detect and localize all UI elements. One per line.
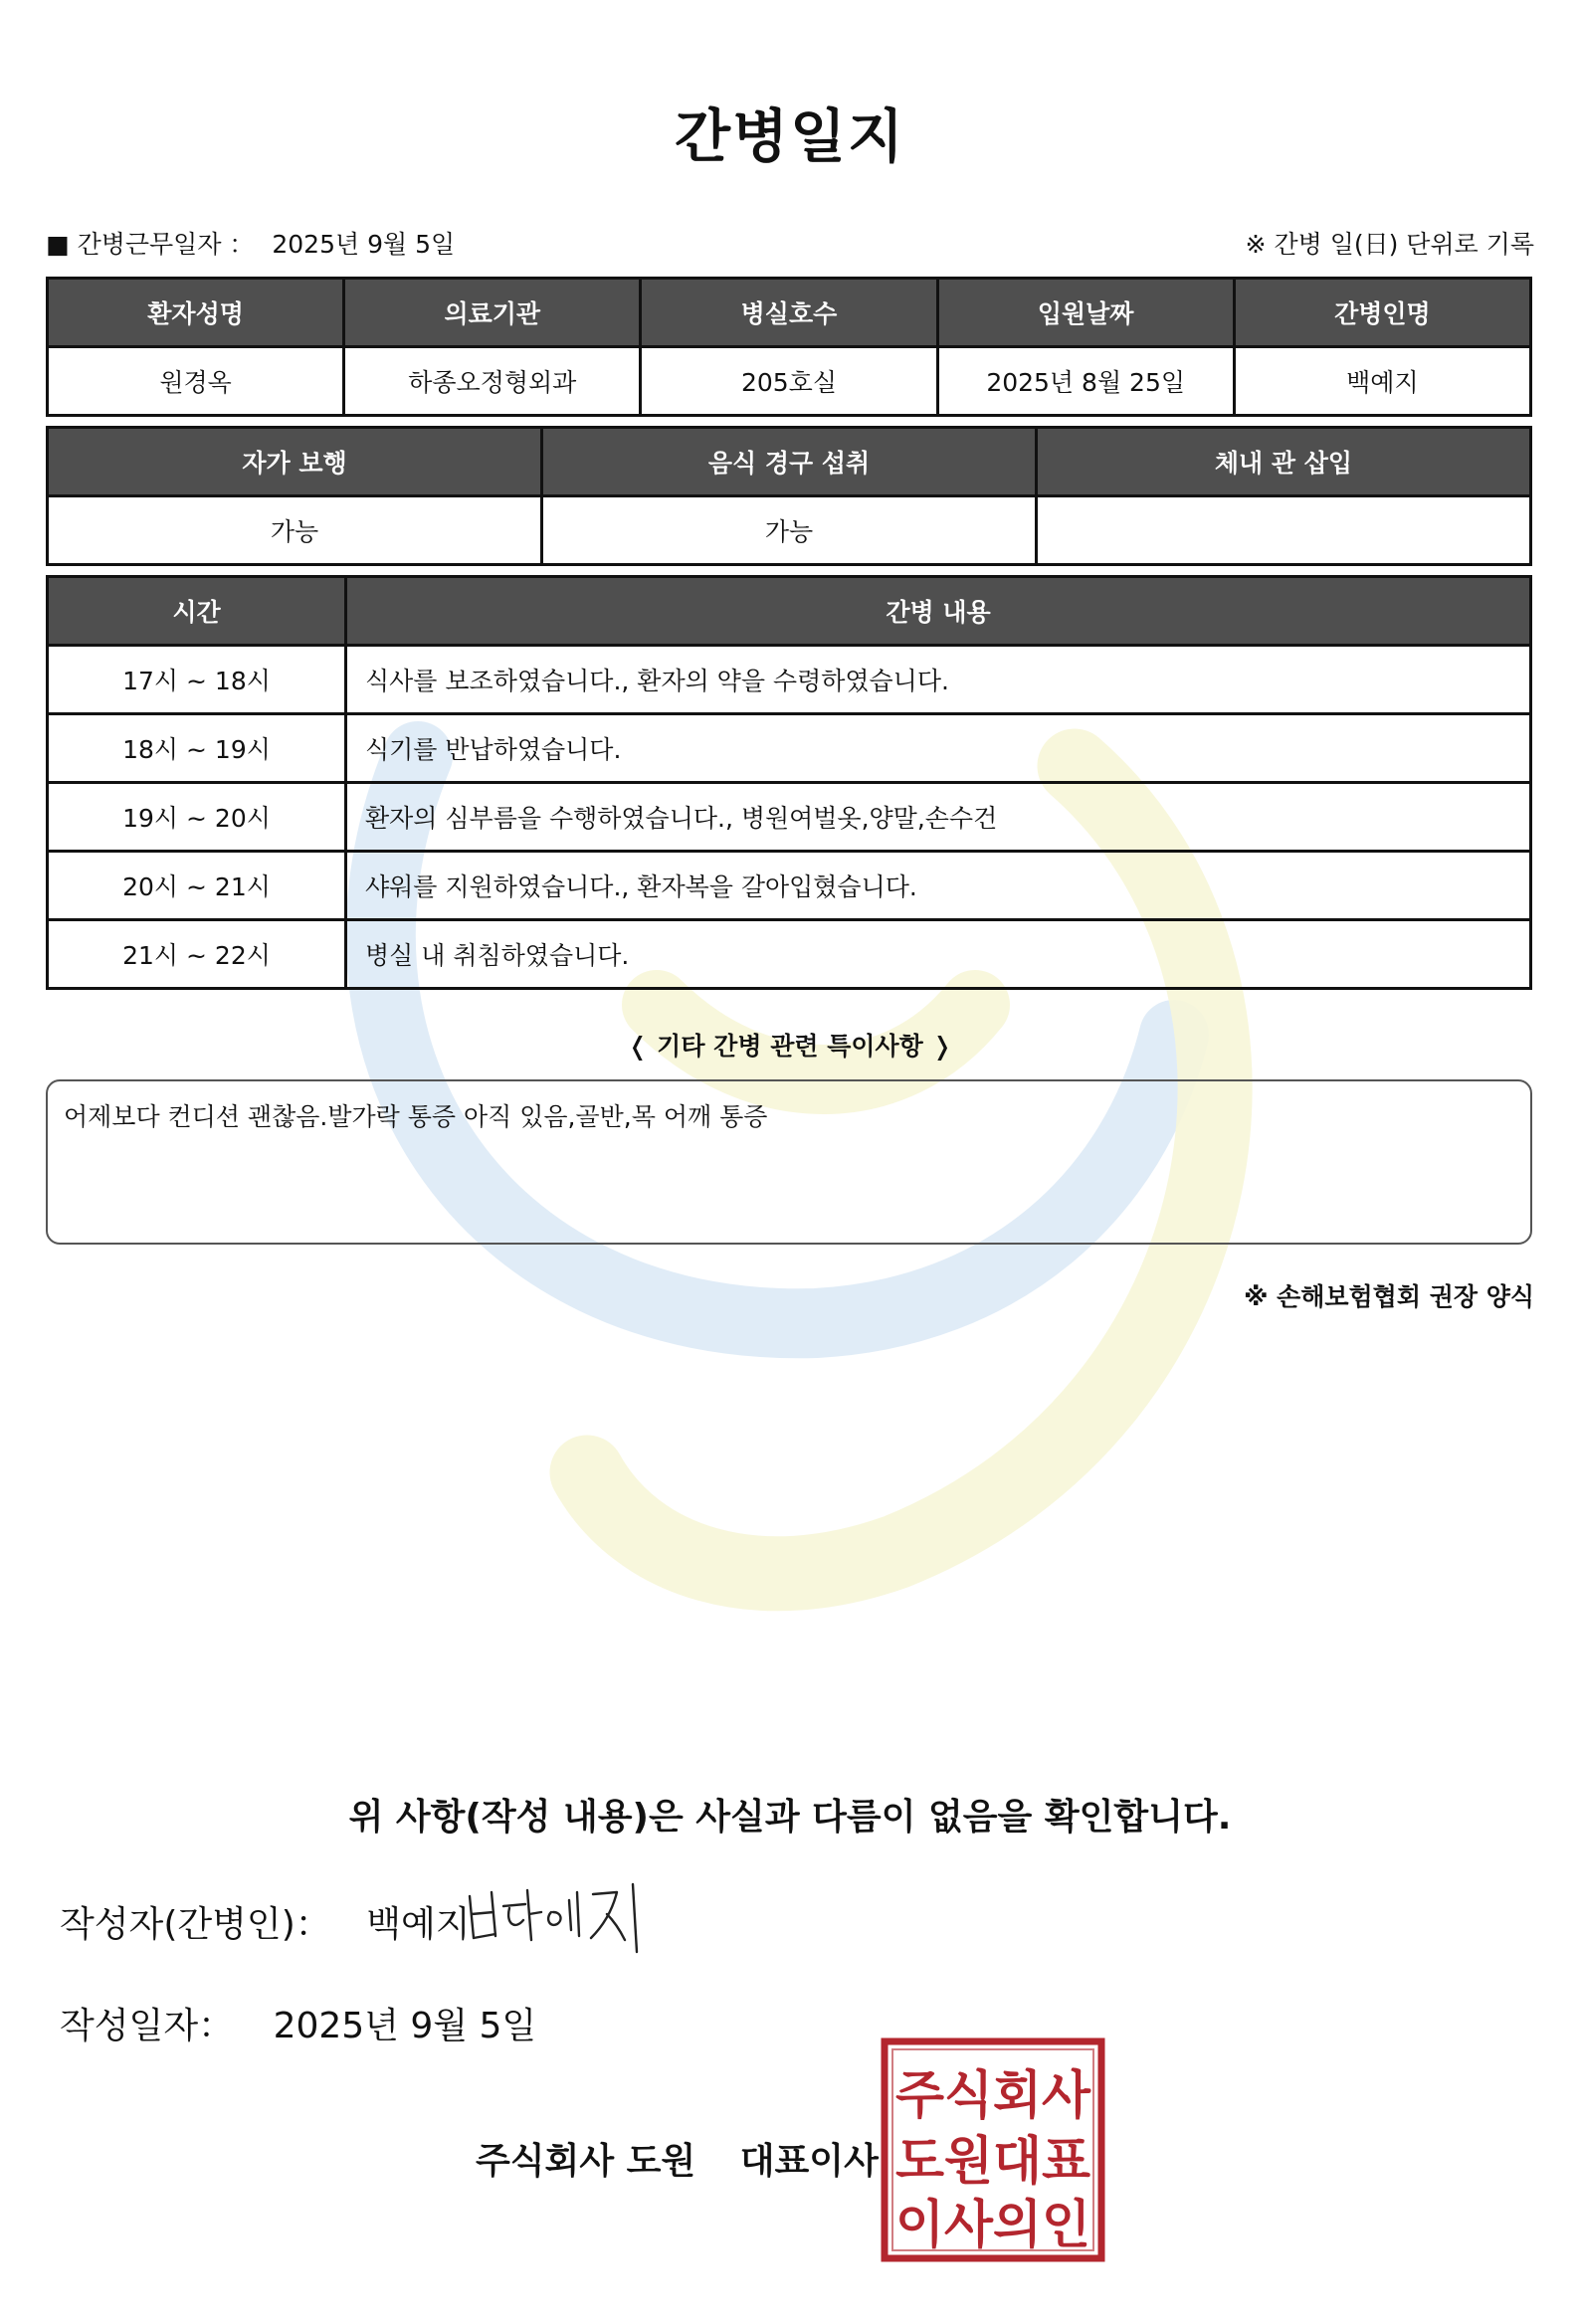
- log-time: 18시 ~ 19시: [48, 714, 346, 783]
- room-number: 205호실: [641, 347, 937, 416]
- work-date-label: ■ 간병근무일자 ：: [46, 230, 255, 259]
- patient-status-table: [46, 426, 1532, 566]
- log-time: 21시 ~ 22시: [48, 920, 346, 989]
- writer-line: [60, 1896, 471, 1947]
- unit-note: ※ 간병 일(日) 단위로 기록: [1245, 230, 1534, 259]
- page-title: 간병일지: [674, 102, 906, 170]
- self-walking-value: 가능: [48, 496, 542, 565]
- write-date-label: 작성일자：: [60, 2006, 235, 2046]
- work-date-value: 2025년 9월 5일: [272, 230, 456, 259]
- tube-insertion-value: [1037, 496, 1531, 565]
- oral-intake-value: 가능: [542, 496, 1037, 565]
- header-time: 시간: [48, 577, 346, 646]
- log-header-row: [48, 577, 1531, 646]
- write-date-line: [60, 1998, 536, 2048]
- caregiver-name: 백예지: [1234, 347, 1530, 416]
- log-content: 식기를 반납하였습니다.: [346, 714, 1531, 783]
- log-time: 20시 ~ 21시: [48, 852, 346, 920]
- patient-name: 원경옥: [48, 347, 344, 416]
- notes-box: [46, 1079, 1532, 1245]
- seal-line-3: 이사의인: [895, 2196, 1090, 2255]
- header-room: 병실호수: [641, 279, 937, 347]
- company-seal-stamp: [881, 2037, 1105, 2262]
- hospital-name: 하종오정형외과: [344, 347, 641, 416]
- seal-line-1: 주식회사: [895, 2066, 1091, 2126]
- log-content: 샤워를 지원하였습니다., 환자복을 갈아입혔습니다.: [346, 852, 1531, 920]
- confirmation-statement: 위 사항(작성 내용)은 사실과 다름이 없음을 확인합니다.: [348, 1797, 1232, 1838]
- header-admission-date: 입원날짜: [937, 279, 1234, 347]
- company-name: 주식회사 도원: [476, 2141, 696, 2182]
- care-log-table: [46, 575, 1532, 990]
- notes-text: 어제보다 컨디션 괜찮음.발가락 통증 아직 있음,골반,목 어깨 통증: [64, 1102, 768, 1131]
- log-content: 환자의 심부름을 수행하였습니다., 병원여벌옷,양말,손수건: [346, 783, 1531, 852]
- table-row: [48, 714, 1531, 783]
- header-tube-insertion: 체내 관 삽입: [1037, 428, 1531, 496]
- work-date: [46, 225, 455, 261]
- recommend-note: ※ 손해보험협회 권장 양식: [1244, 1282, 1534, 1311]
- handwritten-signature: [466, 1878, 645, 1958]
- log-time: 17시 ~ 18시: [48, 646, 346, 714]
- writer-label: 작성자(간병인)：: [60, 1904, 331, 1945]
- patient-value-row: [48, 347, 1531, 416]
- status-header-row: [48, 428, 1531, 496]
- table-row: [48, 783, 1531, 852]
- log-content: 병실 내 취침하였습니다.: [346, 920, 1531, 989]
- representative-title: 대표이사: [739, 2141, 879, 2182]
- header-patient-name: 환자성명: [48, 279, 344, 347]
- log-time: 19시 ~ 20시: [48, 783, 346, 852]
- admission-date: 2025년 8월 25일: [937, 347, 1234, 416]
- table-row: [48, 920, 1531, 989]
- header-hospital: 의료기관: [344, 279, 641, 347]
- status-value-row: [48, 496, 1531, 565]
- header-self-walking: 자가 보행: [48, 428, 542, 496]
- writer-name: 백예지: [366, 1904, 471, 1945]
- table-row: [48, 646, 1531, 714]
- header-caregiver-name: 간병인명: [1234, 279, 1530, 347]
- patient-info-table: [46, 277, 1532, 417]
- notes-title: ❬ 기타 간병 관련 특이사항 ❭: [627, 1032, 953, 1061]
- log-content: 식사를 보조하였습니다., 환자의 약을 수령하였습니다.: [346, 646, 1531, 714]
- seal-line-2: 도원대표: [895, 2132, 1090, 2192]
- header-oral-intake: 음식 경구 섭취: [542, 428, 1037, 496]
- header-care-content: 간병 내용: [346, 577, 1531, 646]
- table-row: [48, 852, 1531, 920]
- patient-header-row: [48, 279, 1531, 347]
- company-line: [476, 2133, 879, 2184]
- write-date-value: 2025년 9월 5일: [273, 2006, 537, 2046]
